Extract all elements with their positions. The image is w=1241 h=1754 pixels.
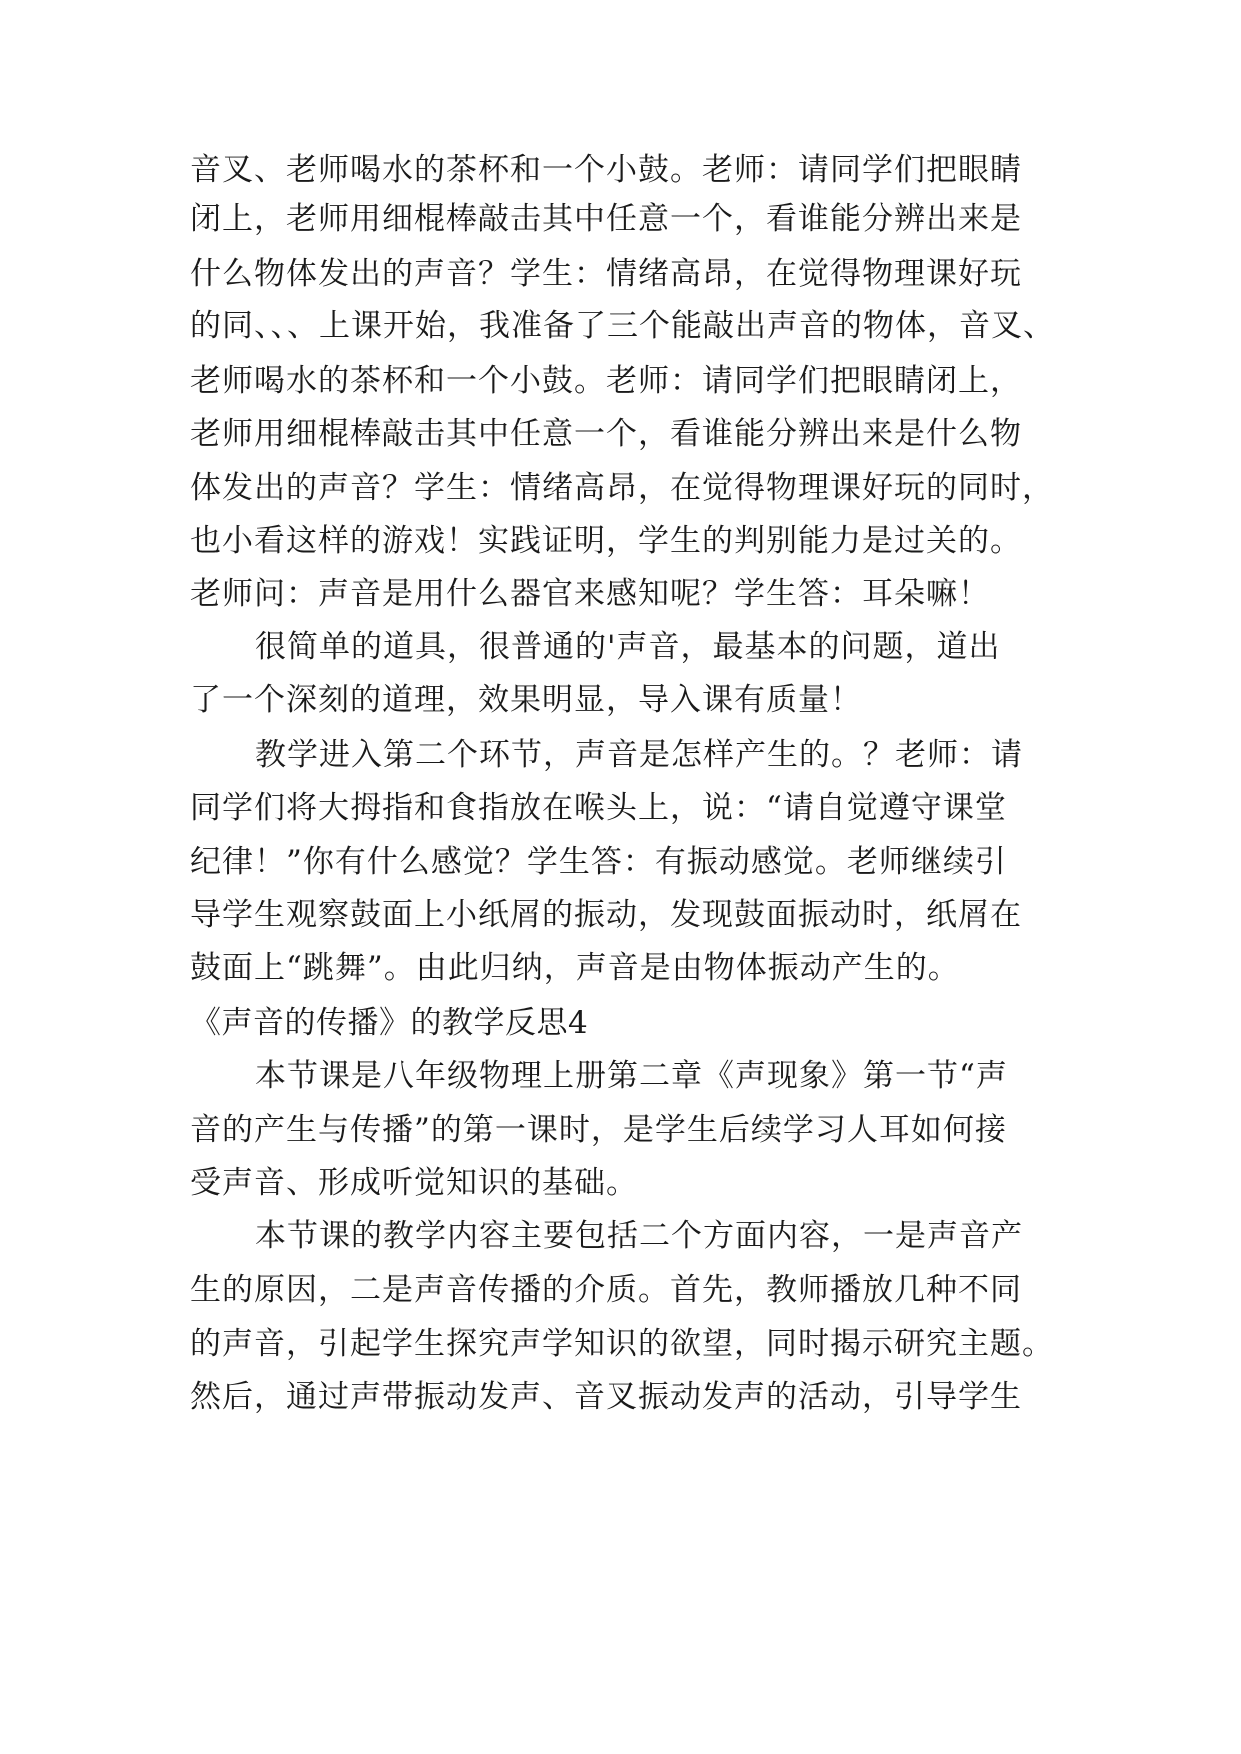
text-line: 然后，通过声带振动发声、音叉振动发声的活动，引导学生 (190, 1379, 1022, 1415)
paragraph-first-line: 教学进入第二个环节，声音是怎样产生的。？老师：请 (255, 737, 1023, 773)
text-line: 音叉、老师喝水的茶杯和一个小鼓。老师：请同学们把眼睛 (190, 152, 1022, 188)
text-line: 音的产生与传播”的第一课时，是学生后续学习人耳如何接 (190, 1112, 1007, 1148)
text-line: 鼓面上“跳舞”。由此归纳，声音是由物体振动产生的。 (190, 950, 960, 986)
text-line: 老师喝水的茶杯和一个小鼓。老师：请同学们把眼睛闭上， (190, 363, 1022, 399)
text-line: 体发出的声音？学生：情绪高昂，在觉得物理课好玩的同时， (190, 470, 1054, 506)
text-line: 闭上，老师用细棍棒敲击其中任意一个，看谁能分辨出来是 (190, 201, 1022, 237)
text-line: 导学生观察鼓面上小纸屑的振动，发现鼓面振动时，纸屑在 (190, 897, 1022, 933)
text-line: 了一个深刻的道理，效果明显，导入课有质量！ (190, 682, 862, 718)
text-line: 生的原因，二是声音传播的介质。首先，教师播放几种不同 (190, 1272, 1022, 1308)
text-line: 同学们将大拇指和食指放在喉头上，说：“请自觉遵守课堂 (190, 790, 1007, 826)
paragraph-first-line: 本节课的教学内容主要包括二个方面内容，一是声音产 (255, 1218, 1023, 1254)
text-line: 纪律！”你有什么感觉？学生答：有振动感觉。老师继续引 (190, 844, 1007, 880)
paragraph-first-line: 本节课是八年级物理上册第二章《声现象》第一节“声 (255, 1058, 1008, 1094)
text-line: 的声音，引起学生探究声学知识的欲望，同时揭示研究主题。 (190, 1326, 1054, 1362)
text-line: 的同、、、上课开始，我准备了三个能敲出声音的物体，音叉、 (190, 308, 1055, 344)
text-line: 什么物体发出的声音？学生：情绪高昂，在觉得物理课好玩 (190, 256, 1022, 292)
text-line: 也小看这样的游戏！实践证明，学生的判别能力是过关的。 (190, 523, 1022, 559)
section-heading: 《声音的传播》的教学反思4 (190, 1005, 589, 1041)
text-line: 老师用细棍棒敲击其中任意一个，看谁能分辨出来是什么物 (190, 416, 1022, 452)
paragraph-first-line: 很简单的道具，很普通的'声音，最基本的问题，道出 (255, 629, 1001, 665)
text-line: 受声音、形成听觉知识的基础。 (190, 1165, 638, 1201)
text-line: 老师问：声音是用什么器官来感知呢？学生答：耳朵嘛！ (190, 576, 990, 612)
